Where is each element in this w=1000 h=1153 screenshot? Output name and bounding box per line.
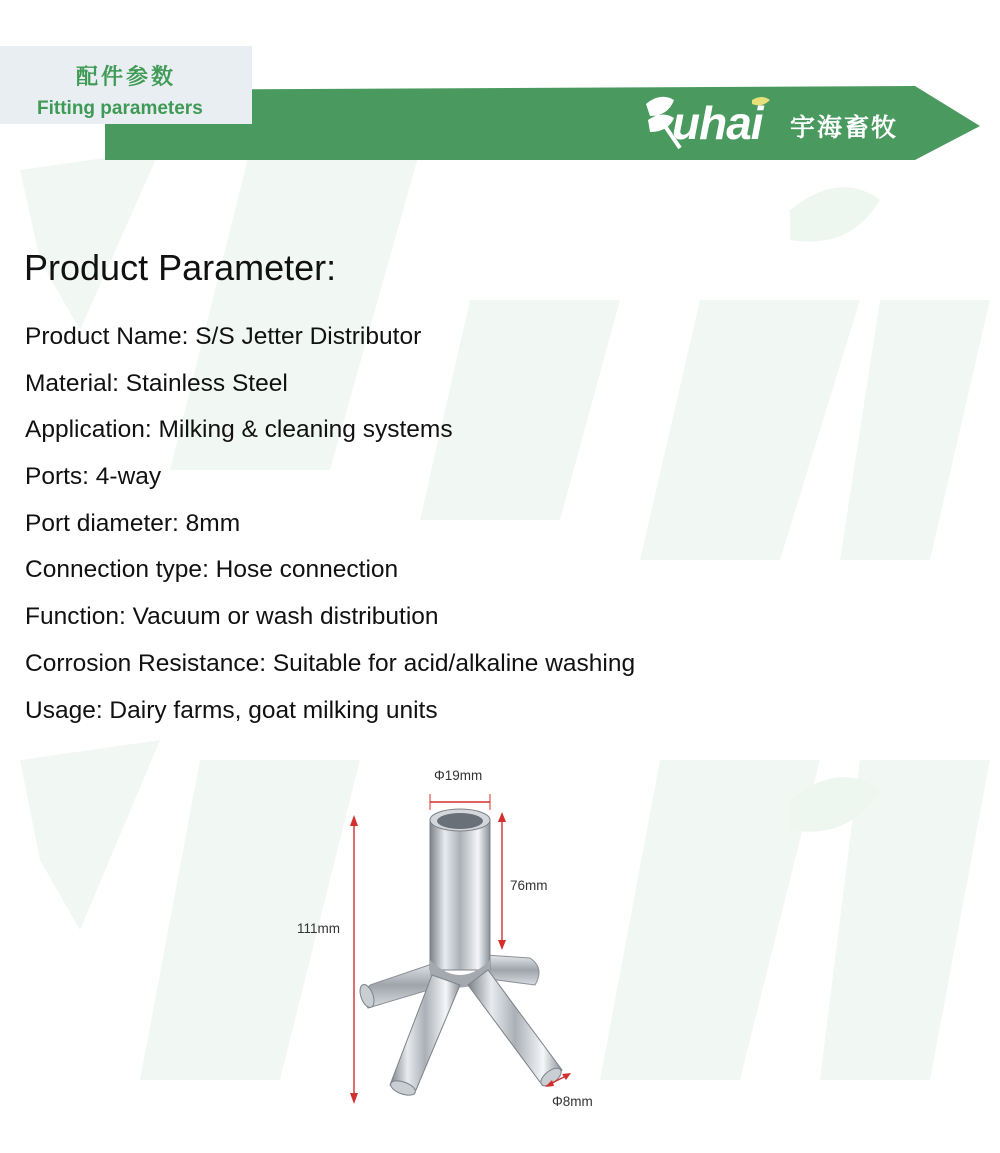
param-usage: Usage: Dairy farms, goat milking units bbox=[25, 696, 438, 724]
param-function: Function: Vacuum or wash distribution bbox=[25, 603, 439, 631]
param-product-name: Product Name: S/S Jetter Distributor bbox=[25, 323, 422, 350]
main-pipe bbox=[430, 809, 490, 988]
page-title: Product Parameter: bbox=[24, 247, 337, 288]
section-tab-cn: 配件参数 bbox=[75, 64, 176, 90]
param-ports: Ports: 4-way bbox=[25, 463, 162, 491]
dimension-label-total-height: 111mm bbox=[297, 921, 341, 936]
param-material: Material: Stainless Steel bbox=[25, 369, 288, 397]
dimension-label-port-diameter: Φ8mm bbox=[552, 1094, 593, 1109]
brand-logo-text: uhai bbox=[672, 97, 763, 149]
parameter-list bbox=[25, 320, 635, 740]
param-port-diameter: Port diameter: 8mm bbox=[25, 509, 241, 537]
pipe-arm-front-right bbox=[468, 970, 564, 1089]
param-connection-type: Connection type: Hose connection bbox=[25, 556, 399, 584]
dimension-label-top-diameter: Φ19mm bbox=[434, 768, 483, 783]
product-image bbox=[280, 760, 620, 1120]
section-tab-en: Fitting parameters bbox=[37, 98, 203, 119]
brand-logo-cn: 宇海畜牧 bbox=[790, 113, 899, 142]
dimension-label-pipe-length: 76mm bbox=[510, 878, 548, 893]
section-tab bbox=[0, 46, 252, 124]
param-corrosion-resistance: Corrosion Resistance: Suitable for acid/alkaline washing bbox=[25, 649, 636, 677]
param-application: Application: Milking & cleaning systems bbox=[25, 416, 453, 444]
